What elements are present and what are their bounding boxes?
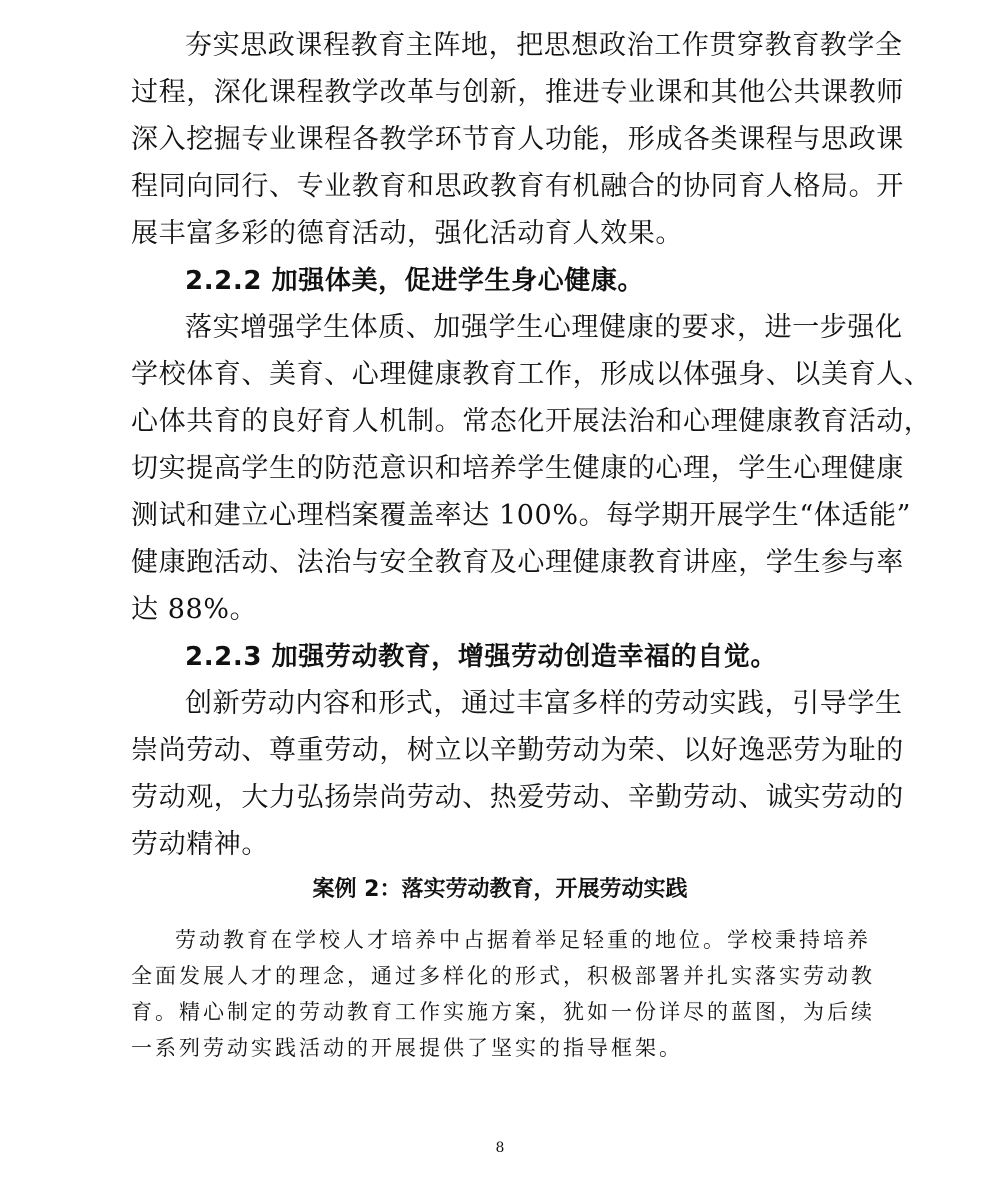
paragraph-1-line: 夯实思政课程教育主阵地，把思想政治工作贯穿教育教学全 <box>185 30 903 61</box>
paragraph-1-line: 展丰富多彩的德育活动，强化活动育人效果。 <box>131 218 683 249</box>
case-paragraph-line: 育。精心制定的劳动教育工作实施方案，犹如一份详尽的蓝图，为后续 <box>131 1000 875 1024</box>
paragraph-2-line: 学校体育、美育、心理健康教育工作，形成以体强身、以美育人、 <box>131 359 932 390</box>
page-number: 8 <box>495 1140 505 1156</box>
paragraph-2-line: 切实提高学生的防范意识和培养学生健康的心理，学生心理健康 <box>131 453 904 484</box>
paragraph-2-line: 心体共育的良好育人机制。常态化开展法治和心理健康教育活动， <box>131 406 932 437</box>
paragraph-2-line: 测试和建立心理档案覆盖率达 100%。每学期开展学生“体适能” <box>131 500 911 531</box>
paragraph-3-line: 劳动观，大力弘扬崇尚劳动、热爱劳动、辛勤劳动、诚实劳动的 <box>131 782 904 813</box>
paragraph-1-line: 过程，深化课程教学改革与创新，推进专业课和其他公共课教师 <box>131 77 904 108</box>
case-paragraph-line: 一系列劳动实践活动的开展提供了坚实的指导框架。 <box>131 1036 683 1060</box>
paragraph-3-line: 崇尚劳动、尊重劳动，树立以辛勤劳动为荣、以好逸恶劳为耻的 <box>131 735 904 766</box>
section-heading-2-2-2: 2.2.2 加强体美，促进学生身心健康。 <box>185 266 645 296</box>
paragraph-2-line: 落实增强学生体质、加强学生心理健康的要求，进一步强化 <box>185 312 903 343</box>
paragraph-2-line: 达 88%。 <box>131 594 258 625</box>
paragraph-3-line: 劳动精神。 <box>131 829 269 860</box>
case-title: 案例 2：落实劳动教育，开展劳动实践 <box>312 877 688 902</box>
section-heading-2-2-3: 2.2.3 加强劳动教育，增强劳动创造幸福的自觉。 <box>185 642 778 672</box>
paragraph-2-line: 健康跑活动、法治与安全教育及心理健康教育讲座，学生参与率 <box>131 547 904 578</box>
case-paragraph-line: 劳动教育在学校人才培养中占据着举足轻重的地位。学校秉持培养 <box>175 928 871 952</box>
paragraph-1-line: 深入挖掘专业课程各教学环节育人功能，形成各类课程与思政课 <box>131 124 904 155</box>
paragraph-1-line: 程同向同行、专业教育和思政教育有机融合的协同育人格局。开 <box>131 171 904 202</box>
case-paragraph-line: 全面发展人才的理念，通过多样化的形式，积极部署并扎实落实劳动教 <box>131 964 875 988</box>
paragraph-3-line: 创新劳动内容和形式，通过丰富多样的劳动实践，引导学生 <box>185 688 903 719</box>
